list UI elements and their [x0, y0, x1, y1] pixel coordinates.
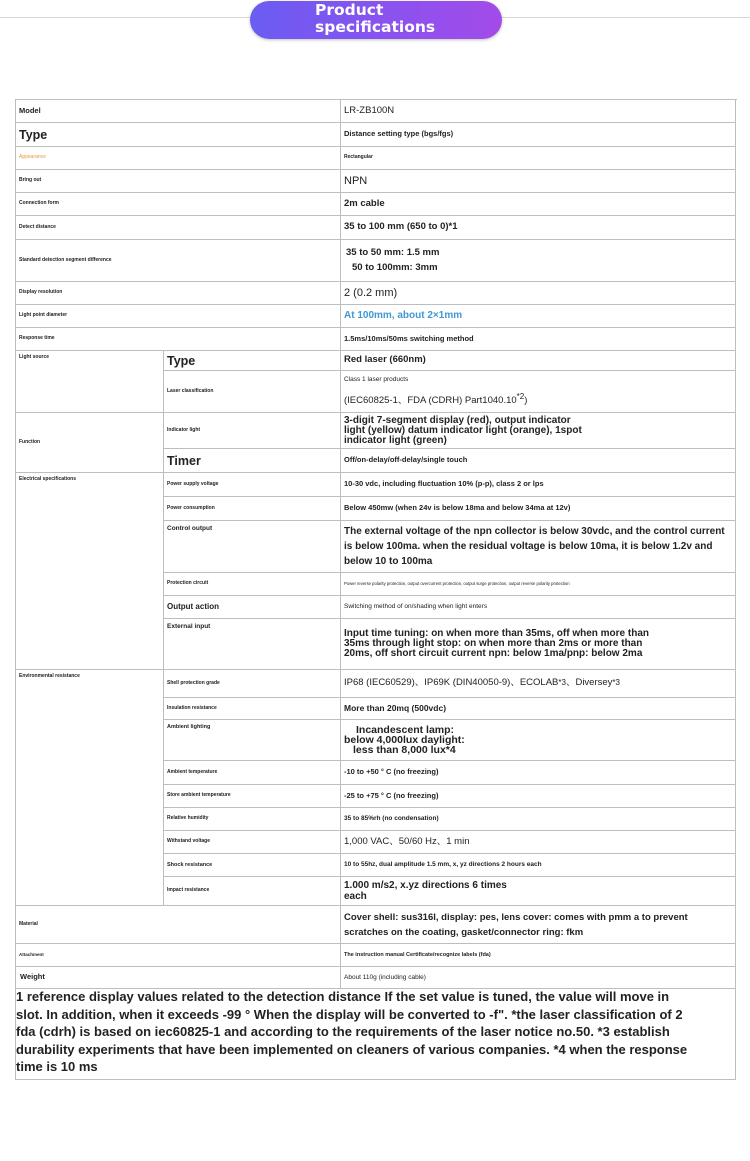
shell-footnote-1: *3 — [558, 678, 566, 688]
type-value: Distance setting type (bgs/fgs) — [341, 123, 736, 147]
action-label: Output action — [164, 596, 341, 619]
insulation-label: Insulation resistance — [164, 698, 341, 720]
input-text: Input time tuning: on when more than 35ms, off when more than 35ms through light stop: on when more than 2ms or more than 20ms, off short circuit current npn: below 1ma/pnp: below 2ma — [344, 628, 650, 659]
spec-table — [15, 99, 737, 1080]
ambient-line-1: Incandescent lamp: — [356, 724, 455, 736]
impact-label: Impact resistance — [164, 877, 341, 906]
page-title: Product specifications — [315, 1, 436, 36]
segment-line-2: 50 to 100mm: 3mm — [352, 261, 438, 273]
impact-value — [341, 877, 736, 906]
light-source-type-value: Red laser (660nm) — [341, 351, 736, 371]
model-label: Model — [16, 100, 341, 123]
response-label: Response time — [16, 328, 341, 351]
withstand-value: 1,000 VAC、50/60 Hz、1 min — [341, 831, 736, 854]
appearance-label: Appearance — [16, 147, 341, 170]
shock-label: Shock resistance — [164, 854, 341, 877]
bring-out-value: NPN — [341, 170, 736, 193]
light-point-label: Light point diameter — [16, 305, 341, 328]
ambient-label: Ambient lighting — [164, 720, 341, 761]
light-point-value: At 100mm, about 2×1mm — [341, 305, 736, 328]
supply-value: 10-30 vdc, including fluctuation 10% (p-p), class 2 or lps — [341, 473, 736, 497]
laser-class-label: Laser classification — [164, 371, 341, 413]
shell-value — [341, 670, 736, 698]
response-value: 1.5ms/10ms/50ms switching method — [341, 328, 736, 351]
indicator-label: Indicator light — [164, 413, 341, 449]
light-source-label: Light source — [16, 351, 164, 413]
footnotes: 1 reference display values related to the detection distance If the set value is tuned, the value will move in slot. In addition, when it exceeds -99 ° When the display will be converted to -f". *the laser classification of 2 fda (cdrh) is based on iec60825-1 and according to the requirements of the laser notice no.50. *3 establish durability experiments that have been implemented on cleaners of various companies. *4 when the response time is 10 ms — [16, 989, 688, 1075]
electrical-label: Electrical specifications — [16, 473, 164, 670]
connection-value: 2m cable — [341, 193, 736, 216]
supply-label: Power supply voltage — [164, 473, 341, 497]
type-label: Type — [16, 123, 341, 147]
timer-label: Timer — [164, 449, 341, 473]
laser-class-value — [341, 371, 736, 413]
detect-label: Detect distance — [16, 216, 341, 240]
temp-value: -10 to +50 ° C (no freezing) — [341, 761, 736, 785]
shell-footnote-2: *3 — [612, 678, 620, 688]
impact-text: 1.000 m/s2, x.yz directions 6 times each — [344, 880, 507, 902]
store-label: Store ambient temperature — [164, 785, 341, 808]
input-value — [341, 619, 736, 670]
model-value: LR-ZB100N — [341, 100, 736, 123]
connection-label: Connection form — [16, 193, 341, 216]
input-label: External input — [164, 619, 341, 670]
shell-text-2: 、Diversey — [565, 677, 613, 689]
resolution-label: Display resolution — [16, 282, 341, 305]
protection-label: Protection circuit — [164, 573, 341, 596]
humidity-value: 35 to 85%rh (no condensation) — [341, 808, 736, 831]
segment-label: Standard detection segment difference — [16, 240, 341, 282]
protection-value: Power reverse polarity protection, output overcurrent protection, output surge protection, output reverse polarity protection — [341, 573, 736, 596]
resolution-value: 2 (0.2 mm) — [341, 282, 736, 305]
temp-label: Ambient temperature — [164, 761, 341, 785]
shell-text: IP68 (IEC60529)、IP69K (DIN40050-9)、ECOLAB — [344, 677, 559, 689]
control-label: Control output — [164, 521, 341, 573]
weight-value: About 110g (including cable) — [341, 967, 736, 989]
laser-class-footnote: *2 — [516, 391, 525, 401]
light-source-type-label: Type — [164, 351, 341, 371]
function-label: Function — [16, 413, 164, 473]
bring-out-label: Bring out — [16, 170, 341, 193]
shock-value: 10 to 55hz, dual amplitude 1.5 mm, x, yz directions 2 hours each — [341, 854, 736, 877]
laser-class-close: ) — [524, 394, 528, 406]
ambient-value — [341, 720, 736, 761]
withstand-label: Withstand voltage — [164, 831, 341, 854]
ambient-line-2: below 4,000lux daylight: — [344, 734, 465, 746]
consumption-value: Below 450mw (when 24v is below 18ma and below 34ma at 12v) — [341, 497, 736, 521]
shell-label: Shell protection grade — [164, 670, 341, 698]
weight-label: Weight — [16, 967, 341, 989]
attachment-value: The instruction manual Certificate/recognize labels (fda) — [341, 944, 736, 967]
humidity-label: Relative humidity — [164, 808, 341, 831]
store-value: -25 to +75 ° C (no freezing) — [341, 785, 736, 808]
laser-class-line-1: Class 1 laser products — [344, 376, 409, 384]
action-value: Switching method of on/shading when light enters — [341, 596, 736, 619]
detect-value: 35 to 100 mm (650 to 0)*1 — [341, 216, 736, 240]
attachment-label: Attachment — [16, 944, 341, 967]
material-value — [341, 906, 736, 944]
material-label: Material — [16, 906, 341, 944]
laser-class-line-2: (IEC60825-1、FDA (CDRH) Part1040.10 — [344, 394, 517, 406]
timer-value: Off/on-delay/off-delay/single touch — [341, 449, 736, 473]
consumption-label: Power consumption — [164, 497, 341, 521]
control-value: The external voltage of the npn collector is below 30vdc, and the control current is below 100ma. when the residual voltage is below 10ma, it is below 1.2v and below 10 to 100ma — [341, 521, 736, 573]
segment-value — [341, 240, 736, 282]
indicator-text: 3-digit 7-segment display (red), output indicator light (yellow) datum indicator light (orange), 1spot indicator light (green) — [344, 414, 582, 446]
segment-line-1: 35 to 50 mm: 1.5 mm — [346, 246, 440, 258]
appearance-value: Rectangular — [341, 147, 736, 170]
insulation-value: More than 20mq (500vdc) — [341, 698, 736, 720]
material-text: Cover shell: sus316l, display: pes, lens cover: comes with pmm a to prevent scratches on the coating, gasket/connector ring: fkm — [344, 911, 688, 938]
indicator-value — [341, 413, 736, 449]
environmental-label: Environmental resistance — [16, 670, 164, 906]
ambient-line-3: less than 8,000 lux*4 — [353, 744, 456, 756]
